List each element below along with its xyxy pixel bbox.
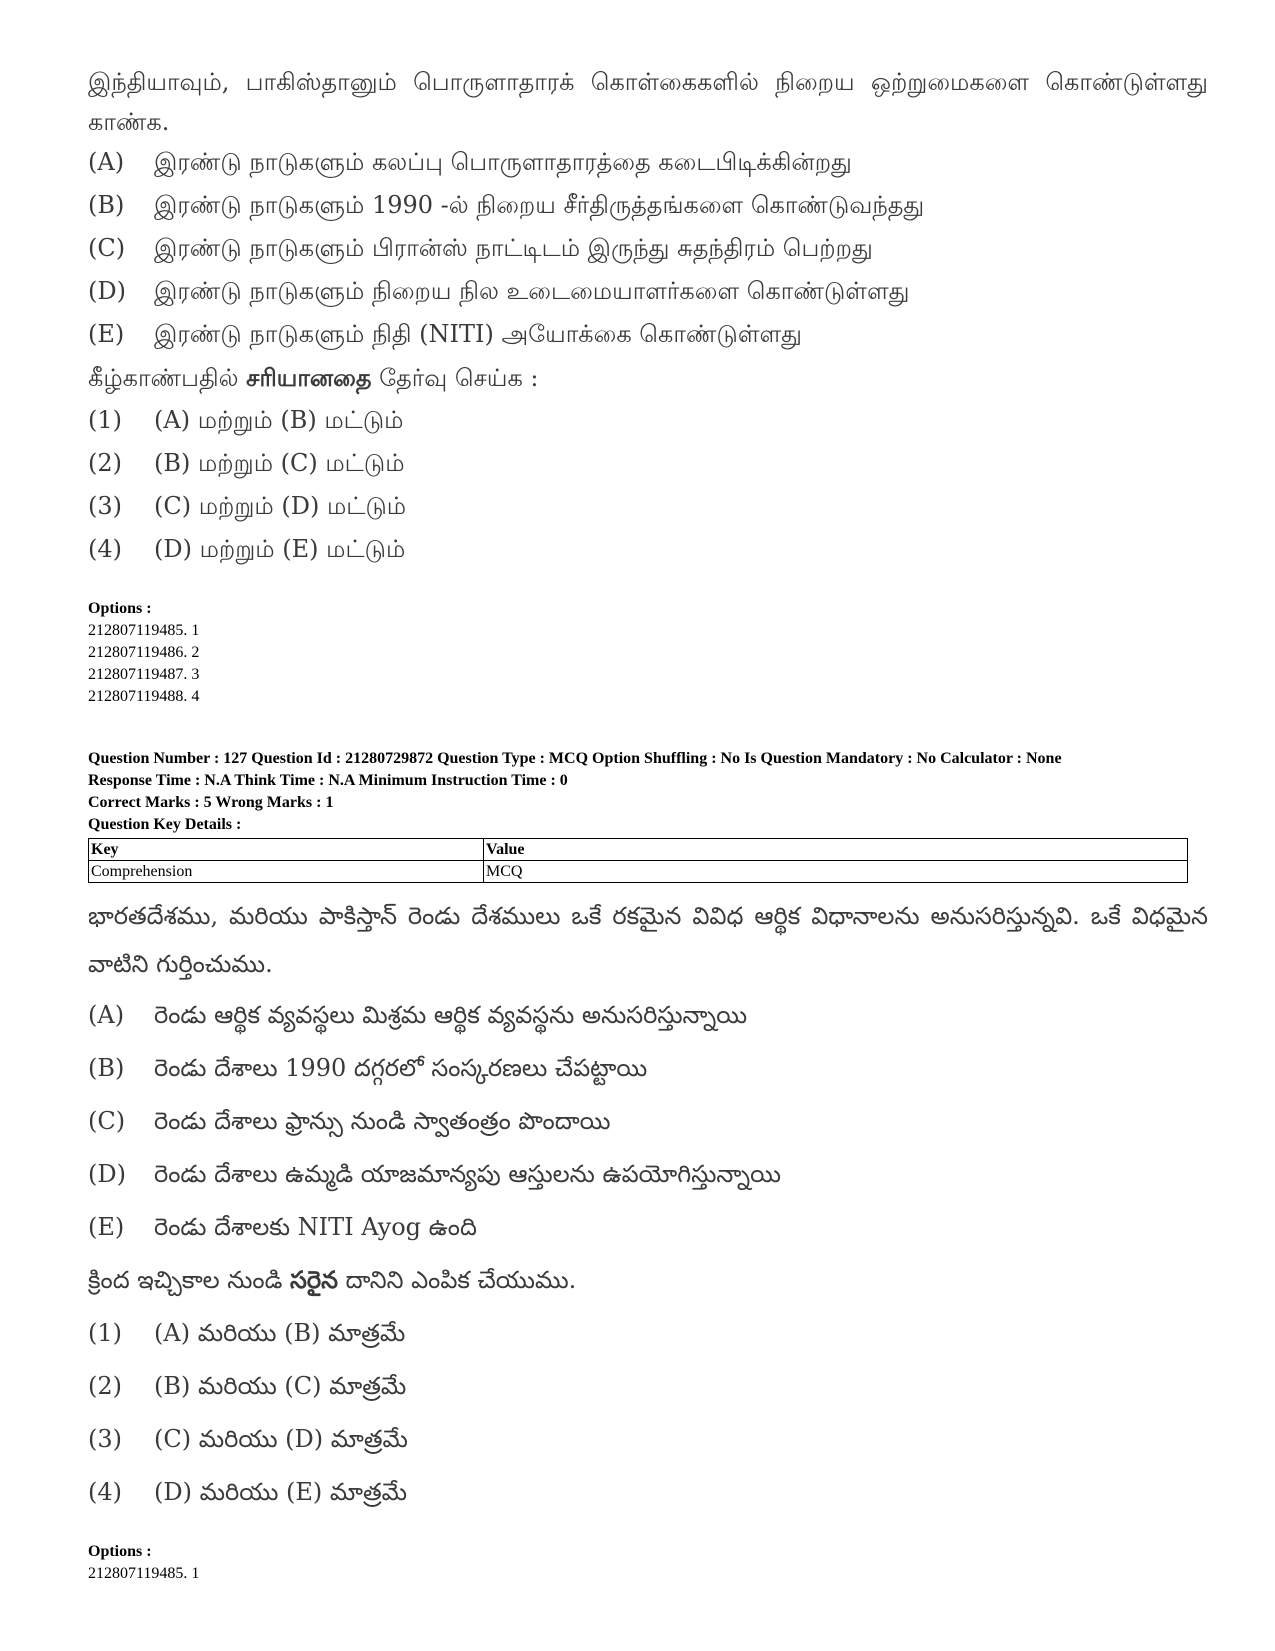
tamil-statement-b [88, 185, 924, 225]
choice-text: (A) மற்றும் (B) மட்டும் [154, 406, 404, 434]
question-marks: Correct Marks : 5 Wrong Marks : 1 [88, 794, 334, 811]
tamil-choice-4 [88, 529, 405, 569]
table-header-key: Key [89, 839, 484, 861]
tamil-statement-c [88, 228, 873, 268]
choice-text: (A) మరియు (B) మాత్రమే [154, 1319, 406, 1347]
telugu-choice-4 [88, 1472, 407, 1512]
tamil-question-stem: இந்தியாவும், பாகிஸ்தானும் பொருளாதாரக் கொள்கைகளில் நிறைய ஒற்றுமைகளை கொண்டுள்ளது காண்க. [88, 68, 1208, 136]
key-details-table [88, 838, 1188, 883]
table-cell-value: MCQ [484, 861, 1188, 883]
question-meta-line1: Question Number : 127 Question Id : 21280729872 Question Type : MCQ Option Shuffling : No Is Question Mandatory : No Calculator : None [88, 750, 1062, 767]
telugu-choice-1 [88, 1313, 405, 1353]
tamil-statement-e [88, 314, 802, 354]
choice-text: (D) మరియు (E) మాత్రమే [154, 1478, 408, 1506]
telugu-statement-d [88, 1154, 781, 1194]
tamil-statement-a [88, 142, 852, 182]
tamil-choice-2 [88, 443, 405, 483]
statement-text: రెండు ఆర్థిక వ్యవస్థలు మిశ్రమ ఆర్థిక వ్యవస్థను అనుసరిస్తున్నాయి [154, 1001, 748, 1029]
statement-text: రెండు దేశాలు 1990 దగ్గరలో సంస్కరణలు చేపట్టాయి [154, 1054, 648, 1082]
telugu-question-stem: భారతదేశము, మరియు పాకిస్తాన్ రెండు దేశములు ఒకే రకమైన వివిధ ఆర్థిక విధానాలను అనుసరిస్తున్నవి. ఒకే విధమైన వాటిని గుర్తించుము. [88, 902, 1208, 978]
choice-text: (B) మరియు (C) మాత్రమే [154, 1372, 407, 1400]
choice-label: (2) [88, 449, 122, 477]
instruction-post: దానిని ఎంపిక చేయుము. [337, 1266, 577, 1294]
choice-label: (3) [88, 492, 122, 520]
telugu-statement-b [88, 1048, 647, 1088]
options-heading: Options : [88, 1543, 152, 1560]
choice-text: (D) மற்றும் (E) மட்டும் [154, 535, 406, 563]
choice-label: (4) [88, 1478, 122, 1506]
choice-label: (3) [88, 1425, 122, 1453]
choice-label: (1) [88, 406, 122, 434]
statement-text: இரண்டு நாடுகளும் 1990 -ல் நிறைய சீர்திருத்தங்களை கொண்டுவந்தது [154, 191, 925, 219]
choice-text: (C) మరియు (D) మాత్రమే [154, 1425, 408, 1453]
telugu-choice-3 [88, 1419, 408, 1459]
statement-label: (D) [88, 1160, 126, 1188]
option-item: 212807119485. 1 [88, 1565, 200, 1582]
choice-label: (1) [88, 1319, 122, 1347]
statement-label: (A) [88, 148, 125, 176]
telugu-choice-2 [88, 1366, 406, 1406]
instruction-post: தேர்வு செய்க : [371, 364, 539, 392]
instruction-bold: சரியானதை [246, 363, 372, 392]
option-item: 212807119486. 2 [88, 644, 200, 661]
option-item: 212807119487. 3 [88, 666, 200, 683]
table-header-row [89, 839, 1188, 861]
choice-label: (2) [88, 1372, 122, 1400]
instruction-bold: సరైన [289, 1265, 338, 1294]
statement-label: (E) [88, 320, 125, 348]
tamil-choice-1 [88, 400, 403, 440]
telugu-statement-e [88, 1207, 477, 1247]
statement-text: రెండు దేశాలు ఫ్రాన్సు నుండి స్వాతంత్రం పొందాయి [154, 1107, 611, 1135]
telugu-statement-c [88, 1101, 611, 1141]
option-item: 212807119485. 1 [88, 622, 200, 639]
options-list [88, 1541, 199, 1585]
statement-text: రెండు దేశాలకు NITI Ayog ఉంది [154, 1213, 477, 1241]
statement-text: రెండు దేశాలు ఉమ్మడి యాజమాన్యపు ఆస్తులను ఉపయోగిస్తున్నాయి [154, 1160, 781, 1188]
table-header-value: Value [484, 839, 1188, 861]
tamil-statement-d [88, 271, 909, 311]
question-meta-line2: Response Time : N.A Think Time : N.A Minimum Instruction Time : 0 [88, 772, 568, 789]
key-details-heading: Question Key Details : [88, 816, 242, 833]
statement-label: (C) [88, 1107, 126, 1135]
statement-label: (B) [88, 1054, 125, 1082]
statement-label: (B) [88, 191, 125, 219]
question-meta [88, 748, 1062, 836]
telugu-instruction [88, 1260, 576, 1300]
statement-label: (C) [88, 234, 126, 262]
statement-text: இரண்டு நாடுகளும் நிதி (NITI) அயோக்கை கொண்டுள்ளது [154, 320, 802, 348]
option-item: 212807119488. 4 [88, 688, 200, 705]
choice-text: (C) மற்றும் (D) மட்டும் [154, 492, 407, 520]
choice-label: (4) [88, 535, 122, 563]
instruction-pre: கீழ்காண்பதில் [88, 364, 247, 392]
statement-text: இரண்டு நாடுகளும் பிரான்ஸ் நாட்டிடம் இருந்து சுதந்திரம் பெற்றது [154, 234, 873, 262]
telugu-statement-a [88, 995, 747, 1035]
statement-text: இரண்டு நாடுகளும் நிறைய நில உடைமையாளர்களை கொண்டுள்ளது [154, 277, 910, 305]
statement-text: இரண்டு நாடுகளும் கலப்பு பொருளாதாரத்தை கடைபிடிக்கின்றது [154, 148, 852, 176]
choice-text: (B) மற்றும் (C) மட்டும் [154, 449, 405, 477]
statement-label: (A) [88, 1001, 125, 1029]
table-row [89, 861, 1188, 883]
options-list [88, 598, 199, 708]
statement-label: (E) [88, 1213, 125, 1241]
tamil-instruction [88, 358, 539, 398]
instruction-pre: క్రింద ఇచ్చికాల నుండి [88, 1266, 290, 1294]
statement-label: (D) [88, 277, 126, 305]
options-heading: Options : [88, 600, 152, 617]
tamil-choice-3 [88, 486, 406, 526]
table-cell-key: Comprehension [89, 861, 484, 883]
